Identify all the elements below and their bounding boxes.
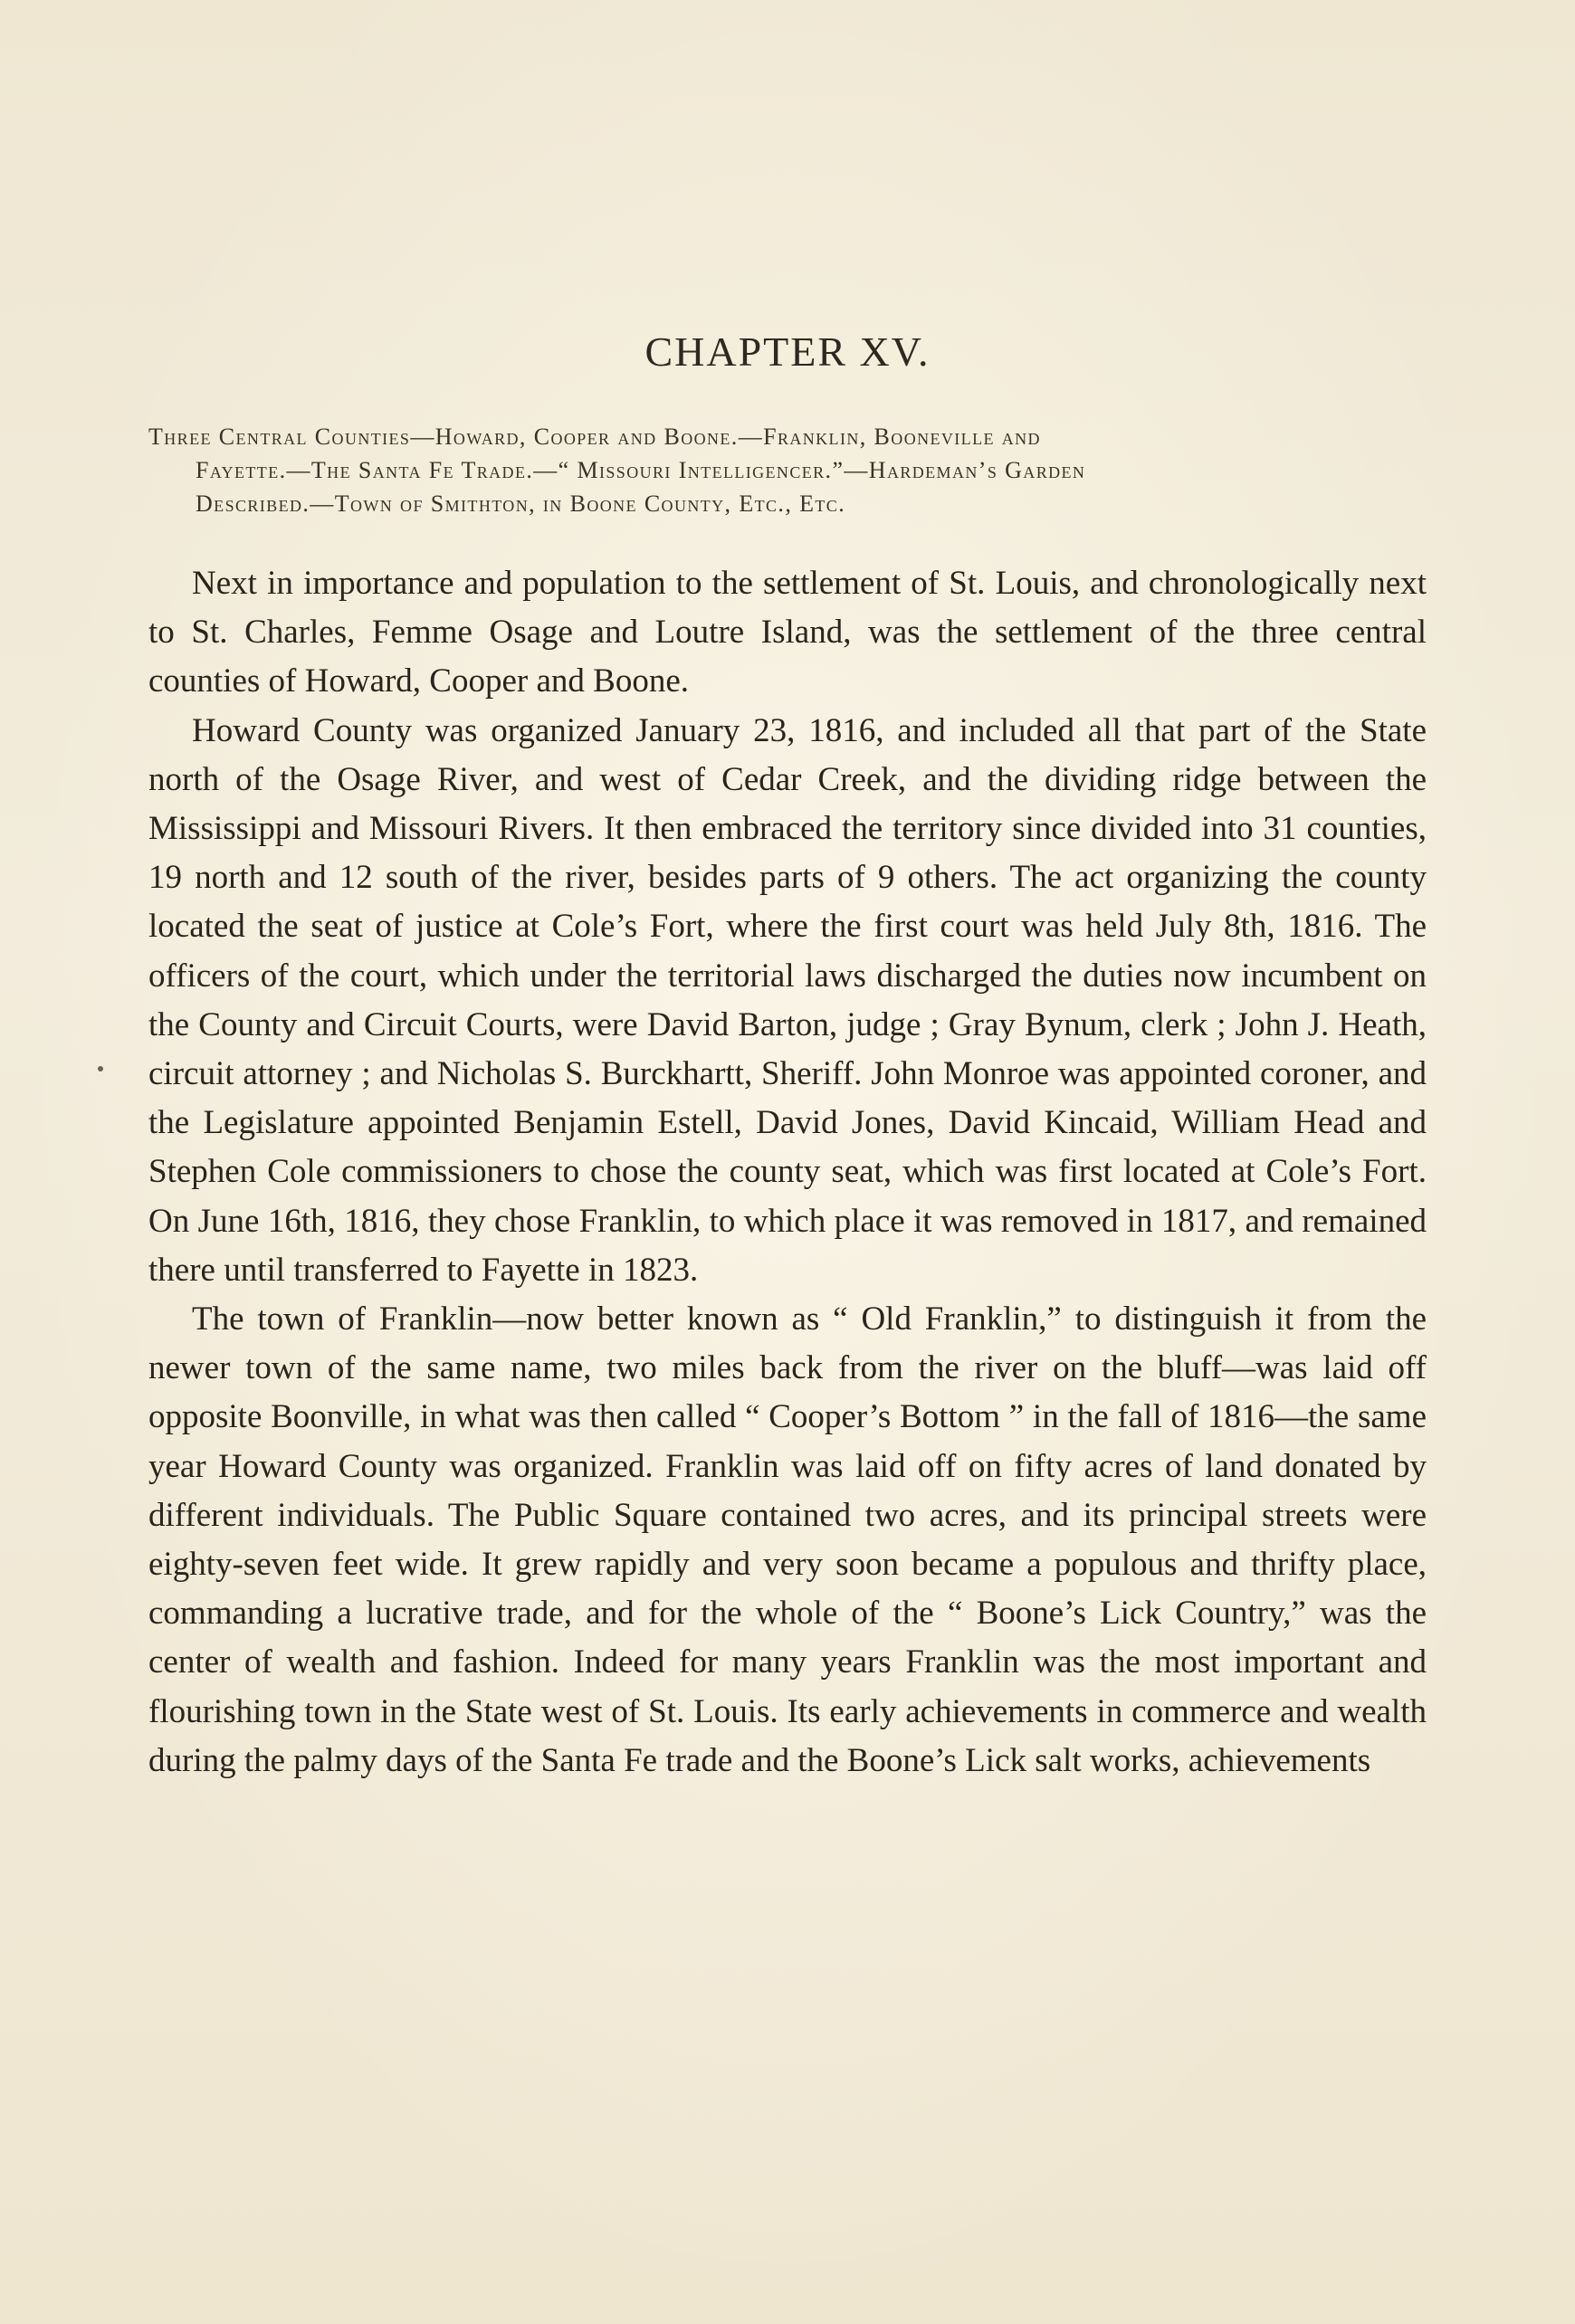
synopsis-line: Three Central Counties—Howard, Cooper and Boone.—Franklin, Booneville and <box>148 424 1041 450</box>
synopsis-line: Described.—Town of Smithton, in Boone County, Etc., Etc. <box>196 491 846 517</box>
chapter-synopsis <box>148 420 1425 520</box>
paragraph: The town of Franklin—now better known as “ Old Franklin,” to distinguish it from the newer town of the same name, two miles back from the river on the bluff—was laid off opposite Boonville, in what was then called “ Cooper’s Bottom ” in the fall of 1816—the same year Howard County was organized. Franklin was laid off on fifty acres of land donated by different individuals. The Public Square contained two acres, and its principal streets were eighty-seven feet wide. It grew rapidly and very soon became a populous and thrifty place, commanding a lucrative trade, and for the whole of the “ Boone’s Lick Country,” was the center of wealth and fashion. Indeed for many years Franklin was the most important and flourishing town in the State west of St. Louis. Its early achievements in commerce and wealth during the palmy days of the Santa Fe trade and the Boone’s Lick salt works, achievements <box>148 1300 1427 1779</box>
synopsis-line: Fayette.—The Santa Fe Trade.—“ Missouri Intelligencer.”—Hardeman’s Garden <box>196 457 1086 483</box>
body-text <box>148 559 1427 1786</box>
margin-mark <box>98 1066 103 1072</box>
chapter-title: CHAPTER XV. <box>644 329 931 375</box>
paragraph: Howard County was organized January 23, 1816, and included all that part of the State north of the Osage River, and west of Cedar Creek, and the dividing ridge between the Mississippi and Missouri Rivers. It then embraced the territory since divided into 31 counties, 19 north and 12 south of the river, besides parts of 9 others. The act organizing the county located the seat of justice at Cole’s Fort, where the first court was held July 8th, 1816. The officers of the court, which under the territorial laws discharged the duties now incumbent on the County and Circuit Courts, were David Barton, judge ; Gray Bynum, clerk ; John J. Heath, circuit attorney ; and Nicholas S. Burckhartt, Sheriff. John Monroe was appointed coroner, and the Legislature appointed Benjamin Estell, David Jones, David Kincaid, William Head and Stephen Cole commissioners to chose the county seat, which was first located at Cole’s Fort. On June 16th, 1816, they chose Franklin, to which place it was removed in 1817, and remained there until transferred to Fayette in 1823. <box>148 711 1427 1289</box>
paragraph: Next in importance and population to the settlement of St. Louis, and chronologically next to St. Charles, Femme Osage and Loutre Island, was the settlement of the three central counties of Howard, Cooper and Boone. <box>148 565 1427 700</box>
